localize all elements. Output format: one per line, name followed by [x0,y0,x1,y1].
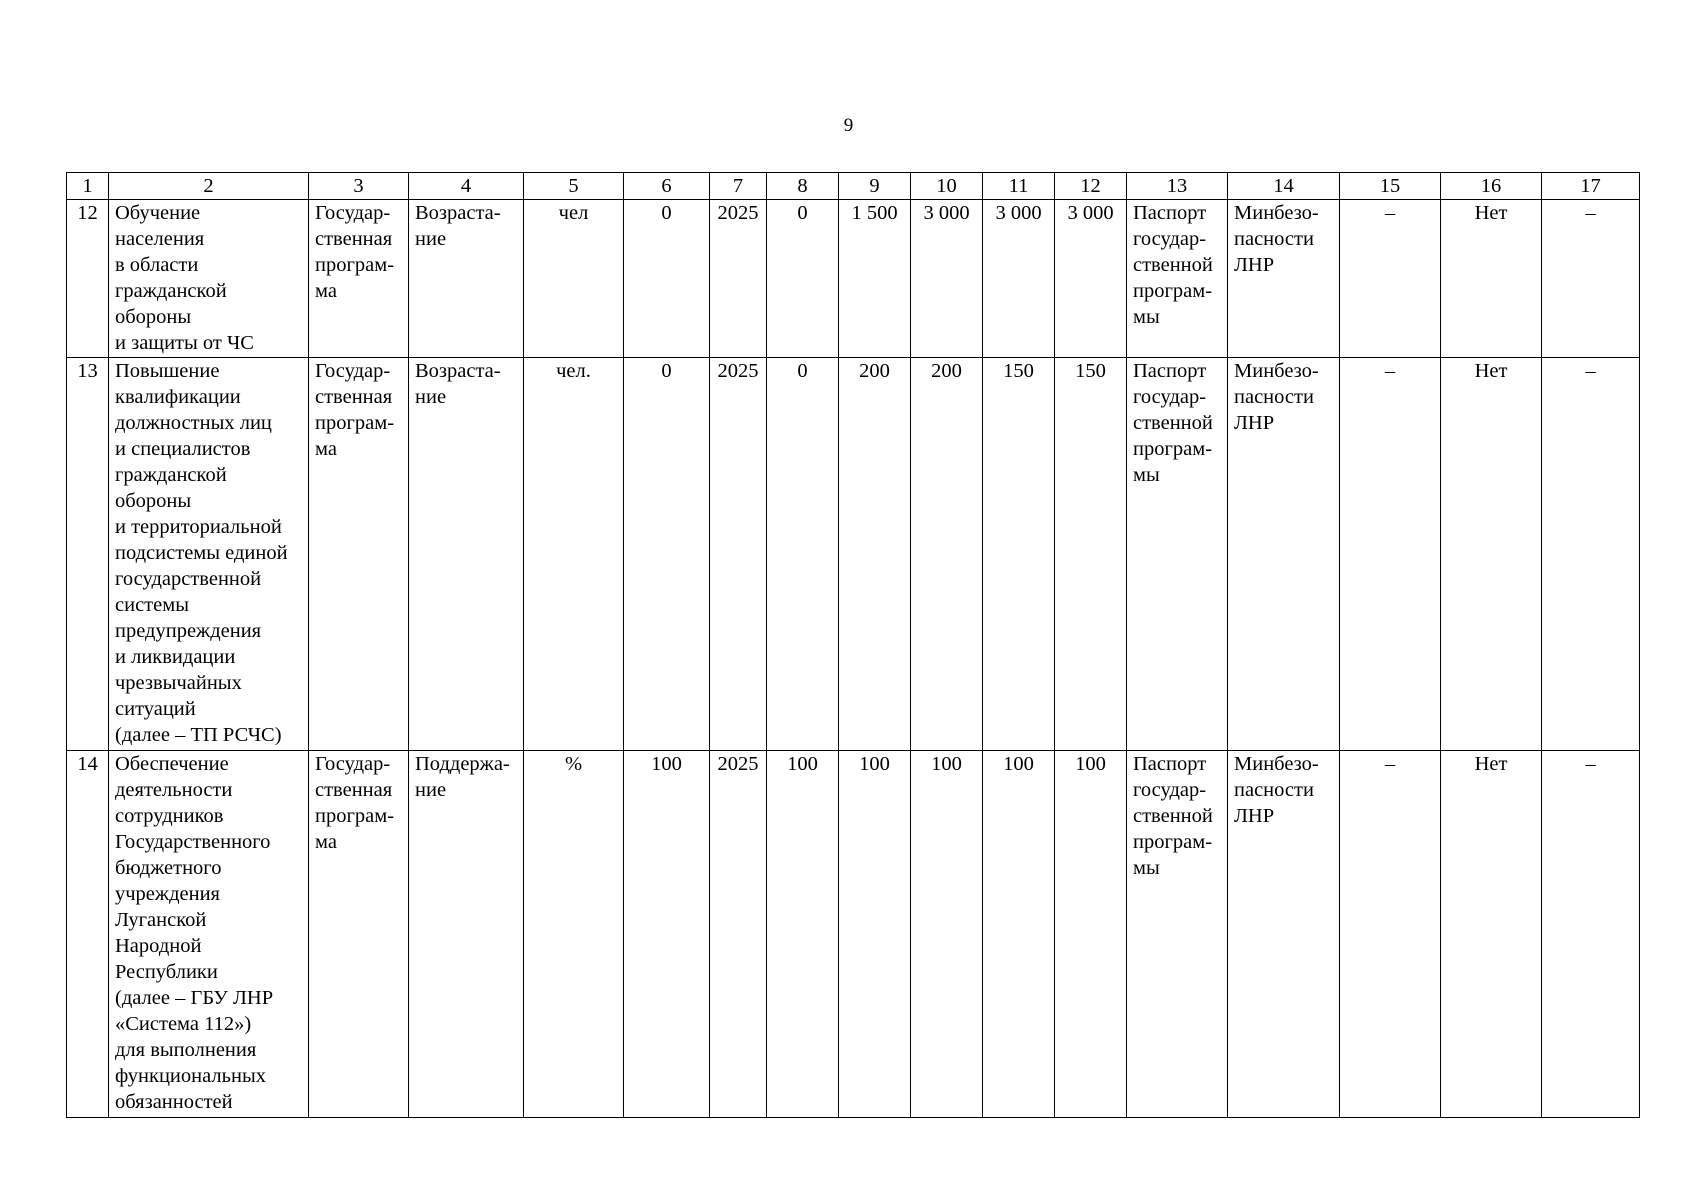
document: Паспорт государ- ственной програм- мы [1133,753,1213,879]
indicator-name: Обеспечение деятельности сотрудников Государственного бюджетного учреждения Луганской Народной Республики (далее – ГБУ ЛНР «Система 112») для выполнения функциональных обязанностей [115,753,274,1113]
column-header: 3 [309,173,409,200]
value-cell: 0 [767,358,839,751]
column-header: 12 [1055,173,1127,200]
unit-cell: % [524,751,624,1118]
column-header: 7 [710,173,767,200]
column-header: 5 [524,173,624,200]
table-row [67,358,1640,751]
responsible: Минбезо- пасности ЛНР [1234,360,1319,434]
indicator-type: Государ- ственная програм- ма [315,753,395,853]
col15-cell: – [1340,358,1441,751]
col16-cell: Нет [1441,751,1542,1118]
indicator-name-cell [109,200,309,358]
base-value-cell: 0 [624,200,710,358]
direction: Возраста- ние [415,360,501,408]
table-row [67,200,1640,358]
col16-cell: Нет [1441,200,1542,358]
indicator-name-cell [109,751,309,1118]
direction-cell [409,200,524,358]
document: Паспорт государ- ственной програм- мы [1133,202,1213,328]
value-cell: 100 [1055,751,1127,1118]
indicator-type: Государ- ственная програм- ма [315,202,395,302]
col17-cell: – [1542,751,1640,1118]
header-row [67,173,1640,200]
col17-cell: – [1542,200,1640,358]
unit-cell: чел. [524,358,624,751]
row-number-cell: 13 [67,358,109,751]
responsible-cell [1228,751,1340,1118]
document-cell [1127,358,1228,751]
value-cell: 0 [767,200,839,358]
col15-cell: – [1340,751,1441,1118]
indicator-type: Государ- ственная програм- ма [315,360,395,460]
direction-cell [409,358,524,751]
column-header: 11 [983,173,1055,200]
column-header: 13 [1127,173,1228,200]
value-cell: 200 [911,358,983,751]
indicators-table [66,172,1640,1118]
value-cell: 1 500 [839,200,911,358]
row-number-cell: 14 [67,751,109,1118]
column-header: 14 [1228,173,1340,200]
column-header: 16 [1441,173,1542,200]
document: Паспорт государ- ственной програм- мы [1133,360,1213,486]
value-cell: 100 [767,751,839,1118]
column-header: 8 [767,173,839,200]
indicator-name: Повышение квалификации должностных лиц и специалистов гражданской обороны и территориальной подсистемы единой государственной системы предупреждения и ликвидации чрезвычайных ситуаций (далее – ТП РСЧС) [115,360,288,746]
indicator-type-cell [309,751,409,1118]
value-cell: 100 [911,751,983,1118]
indicator-type-cell [309,358,409,751]
value-cell: 150 [1055,358,1127,751]
column-header: 1 [67,173,109,200]
direction: Возраста- ние [415,202,501,250]
base-value-cell: 0 [624,358,710,751]
responsible: Минбезо- пасности ЛНР [1234,753,1319,827]
value-cell: 3 000 [983,200,1055,358]
year-cell: 2025 [710,358,767,751]
indicator-type-cell [309,200,409,358]
page-number: 9 [843,115,854,136]
column-header: 10 [911,173,983,200]
document-cell [1127,200,1228,358]
column-header: 9 [839,173,911,200]
column-header: 6 [624,173,710,200]
value-cell: 3 000 [1055,200,1127,358]
year-cell: 2025 [710,200,767,358]
responsible-cell [1228,358,1340,751]
value-cell: 3 000 [911,200,983,358]
value-cell: 100 [839,751,911,1118]
value-cell: 100 [983,751,1055,1118]
responsible-cell [1228,200,1340,358]
indicator-name: Обучение населения в области гражданской обороны и защиты от ЧС [115,202,254,354]
value-cell: 150 [983,358,1055,751]
col15-cell: – [1340,200,1441,358]
table-row [67,751,1640,1118]
direction: Поддержа- ние [415,753,510,801]
col17-cell: – [1542,358,1640,751]
responsible: Минбезо- пасности ЛНР [1234,202,1319,276]
row-number-cell: 12 [67,200,109,358]
value-cell: 200 [839,358,911,751]
column-header: 4 [409,173,524,200]
year-cell: 2025 [710,751,767,1118]
document-cell [1127,751,1228,1118]
direction-cell [409,751,524,1118]
column-header: 2 [109,173,309,200]
column-header: 15 [1340,173,1441,200]
column-header: 17 [1542,173,1640,200]
indicator-name-cell [109,358,309,751]
col16-cell: Нет [1441,358,1542,751]
base-value-cell: 100 [624,751,710,1118]
unit-cell: чел [524,200,624,358]
